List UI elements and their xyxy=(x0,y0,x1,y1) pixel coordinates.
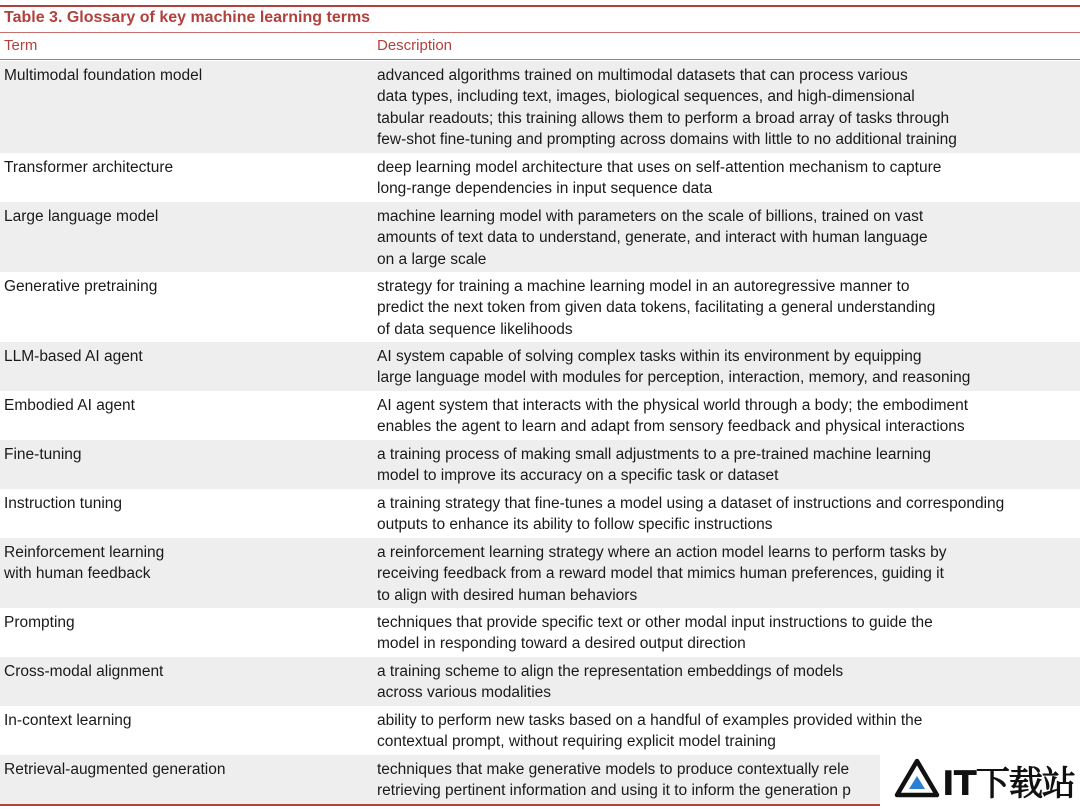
term-cell: Fine-tuning xyxy=(4,446,82,463)
term-cell: Multimodal foundation model xyxy=(4,67,203,84)
table-row xyxy=(0,202,1080,272)
table-row xyxy=(0,61,1080,153)
description-cell: a reinforcement learning strategy where an action model learns to perform tasks by receiving feedback from a reward model that mimics human preferences, guiding it to align with desired human behaviors xyxy=(377,544,947,604)
table-row xyxy=(0,440,1080,489)
description-cell: techniques that provide specific text or other modal input instructions to guide the model in responding toward a desired output direction xyxy=(377,614,933,653)
watermark-text: IT下载站 xyxy=(942,764,1075,804)
term-cell: Instruction tuning xyxy=(4,495,123,512)
description-cell: strategy for training a machine learning model in an autoregressive manner to predict the next token from given data tokens, facilitating a general understanding of data sequence likelihoods xyxy=(377,278,936,338)
table-top-rule xyxy=(0,5,1080,7)
term-cell: Generative pretraining xyxy=(4,278,158,295)
description-cell: AI agent system that interacts with the physical world through a body; the embodiment enables the agent to learn and adapt from sensory feedback and physical interactions xyxy=(377,397,969,436)
table-row xyxy=(0,608,1080,657)
description-cell: a training scheme to align the representation embeddings of models across various modalities xyxy=(377,663,844,702)
table-body xyxy=(0,61,1080,804)
term-cell: LLM-based AI agent xyxy=(4,348,143,365)
term-cell: Transformer architecture xyxy=(4,159,174,176)
description-cell: techniques that make generative models to produce contextually rele retrieving pertinent information and using it to inform the generation p xyxy=(377,761,851,800)
table-row xyxy=(0,153,1080,202)
triangle-logo-icon xyxy=(894,758,940,798)
term-cell: Retrieval-augmented generation xyxy=(4,761,226,778)
term-cell: Large language model xyxy=(4,208,159,225)
header-term: Term xyxy=(4,37,38,54)
description-cell: a training strategy that fine-tunes a model using a dataset of instructions and corresponding outputs to enhance its ability to follow specific instructions xyxy=(377,495,1005,534)
table-row xyxy=(0,489,1080,538)
table-row xyxy=(0,706,1080,755)
table-caption: Table 3. Glossary of key machine learning terms xyxy=(4,9,371,26)
description-cell: AI system capable of solving complex tasks within its environment by equipping large language model with modules for perception, interaction, memory, and reasoning xyxy=(377,348,971,387)
term-cell: Reinforcement learning with human feedback xyxy=(4,544,165,583)
term-cell: Prompting xyxy=(4,614,75,631)
table-header xyxy=(0,32,1080,60)
term-cell: In-context learning xyxy=(4,712,132,729)
table-row xyxy=(0,391,1080,440)
watermark xyxy=(880,754,1080,806)
term-cell: Cross-modal alignment xyxy=(4,663,164,680)
description-cell: machine learning model with parameters on the scale of billions, trained on vast amounts of text data to understand, generate, and interact with human language on a large scale xyxy=(377,208,928,268)
table-row xyxy=(0,272,1080,342)
description-cell: ability to perform new tasks based on a handful of examples provided within the contextual prompt, without requiring explicit model training xyxy=(377,712,923,751)
term-cell: Embodied AI agent xyxy=(4,397,135,414)
table-row xyxy=(0,538,1080,608)
table-row xyxy=(0,657,1080,706)
description-cell: advanced algorithms trained on multimodal datasets that can process various data types, including text, images, biological sequences, and high-dimensional tabular readouts; this training allows them to perform a broad array of tasks through few-shot fine-tuning and prompting across domains with little to no additional training xyxy=(377,67,957,149)
table-row xyxy=(0,342,1080,391)
description-cell: a training process of making small adjustments to a pre-trained machine learning model to improve its accuracy on a specific task or dataset xyxy=(377,446,931,485)
description-cell: deep learning model architecture that uses on self-attention mechanism to capture long-range dependencies in input sequence data xyxy=(377,159,942,198)
header-description: Description xyxy=(377,37,453,54)
